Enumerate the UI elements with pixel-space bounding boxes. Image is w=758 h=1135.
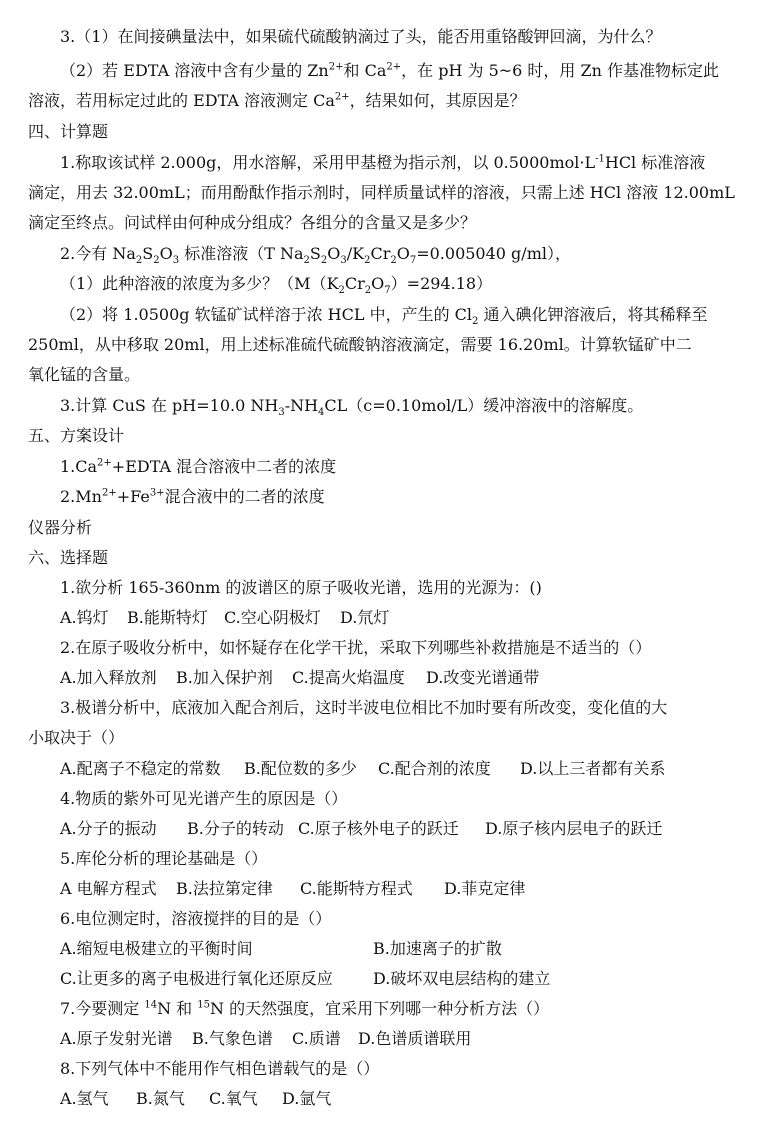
section-title-choice <box>28 547 108 569</box>
text: N 的天然强度，宜采用下列哪一种分析方法（） <box>210 999 550 1018</box>
text: ）=294.18） <box>390 274 493 293</box>
option-c: C.氧气 <box>209 1089 258 1108</box>
calc1-line2 <box>28 182 735 204</box>
choice-q7 <box>60 998 549 1020</box>
text: O <box>396 244 410 263</box>
text: S <box>142 244 154 263</box>
section-title-calculation <box>28 121 108 143</box>
text: +EDTA 混合溶液中二者的浓度 <box>111 457 337 476</box>
text: S <box>309 244 321 263</box>
q3-part1-text: 3.（1）在间接碘量法中，如果硫代硫酸钠滴过了头，能否用重铬酸钾回滴，为什么？ <box>60 27 662 46</box>
text: CL（c=0.10mol/L）缓冲溶液中的溶解度。 <box>324 396 644 415</box>
section-title-text: 四、计算题 <box>28 122 109 141</box>
subscript: 3 <box>278 407 285 419</box>
text: =0.005040 g/ml）， <box>416 244 571 263</box>
option-d: D.氩气 <box>282 1089 332 1108</box>
text: 250ml，从中移取 20ml，用上述标准硫代硫酸钠溶液滴定，需要 16.20ml。计算软锰矿中二 <box>28 335 692 354</box>
text: 溶液，若用标定过此的 EDTA 溶液测定 Ca <box>28 91 335 110</box>
text: 滴定，用去 32.00mL；而用酚酞作指示剂时，同样质量试样的溶液，只需上述 HCl 溶液 12.00mL <box>28 183 735 202</box>
design2 <box>60 486 325 508</box>
question-text: 6.电位测定时，溶液搅拌的目的是（） <box>60 909 332 928</box>
calc2-part1 <box>60 273 492 295</box>
text: 2.Mn <box>60 487 102 506</box>
option-c: C.让更多的离子电极进行氧化还原反应 <box>60 969 333 988</box>
text: 1.Ca <box>60 457 98 476</box>
text: O <box>371 274 385 293</box>
subscript: 4 <box>318 407 325 419</box>
calc2-line1 <box>60 243 571 265</box>
option-a: A.配离子不稳定的常数 <box>60 759 221 778</box>
heading-instrumental-analysis <box>28 517 92 539</box>
choice-q6 <box>60 908 331 930</box>
subscript: 2 <box>472 316 479 328</box>
text: Cr <box>344 274 365 293</box>
calc2-part2-line1 <box>60 304 708 326</box>
choice-q4 <box>60 788 347 810</box>
option-d: D.改变光谱通带 <box>426 668 540 687</box>
text: 通入碘化钾溶液后，将其稀释至 <box>478 305 708 324</box>
option-b: B.配位数的多少 <box>244 759 357 778</box>
superscript: -1 <box>595 153 605 165</box>
text: ，结果如何，其原因是？ <box>349 91 526 110</box>
text: 3.计算 CuS 在 pH=10.0 NH <box>60 396 279 415</box>
option-c: C.能斯特方程式 <box>300 879 413 898</box>
option-a: A.缩短电极建立的平衡时间 <box>60 939 253 958</box>
option-c: C.配合剂的浓度 <box>378 759 491 778</box>
option-a: A.氢气 <box>60 1089 109 1108</box>
option-b: B.氮气 <box>136 1089 185 1108</box>
subscript: 2 <box>390 255 397 267</box>
choice-q8 <box>60 1058 379 1080</box>
question-text: 4.物质的紫外可见光谱产生的原因是（） <box>60 789 348 808</box>
subscript: 2 <box>364 255 371 267</box>
option-d: D.菲克定律 <box>444 879 526 898</box>
subscript: 3 <box>340 255 347 267</box>
subscript: 3 <box>172 255 180 267</box>
option-a: A.钨灯 <box>60 608 109 627</box>
text: ，在 pH 为 5~6 时，用 Zn 作基准物标定此 <box>401 61 720 80</box>
option-d: D.以上三者都有关系 <box>520 759 666 778</box>
text: O <box>159 244 173 263</box>
option-c: C.原子核外电子的跃迁 <box>298 819 459 838</box>
option-d: D.色谱质谱联用 <box>358 1029 472 1048</box>
question-text: 1.欲分析 165-360nm 的波谱区的原子吸收光谱，选用的光源为：() <box>60 578 542 597</box>
question-text: 5.库伦分析的理论基础是（） <box>60 849 268 868</box>
text: 和 Ca <box>343 61 387 80</box>
section-title-text: 五、方案设计 <box>28 426 125 445</box>
question-text: 8.下列气体中不能用作气相色谱载气的是（） <box>60 1059 380 1078</box>
option-b: B.法拉第定律 <box>176 879 273 898</box>
option-b: B.能斯特灯 <box>127 608 208 627</box>
text: HCl 标准溶液 <box>604 153 706 172</box>
text: 滴定至终点。问试样由何种成分组成？各组分的含量又是多少？ <box>28 213 477 232</box>
superscript: 14 <box>144 999 158 1011</box>
choice-q5 <box>60 848 267 870</box>
text: 2.今有 Na <box>60 244 136 263</box>
choice-q3-line1 <box>60 697 667 719</box>
subscript: 2 <box>320 255 328 267</box>
subscript: 2 <box>303 255 310 267</box>
superscript: 3+ <box>149 487 165 499</box>
option-d: D.氘灯 <box>340 608 390 627</box>
heading-text: 仪器分析 <box>28 518 93 537</box>
subscript: 2 <box>135 255 143 267</box>
subscript: 7 <box>409 255 417 267</box>
calc1-line3 <box>28 212 476 234</box>
question-text: 小取决于（） <box>28 728 125 747</box>
text: （1）此种溶液的浓度为多少？（M（K <box>60 274 339 293</box>
choice-q3-line2 <box>28 727 124 749</box>
option-a: A.分子的振动 <box>60 819 157 838</box>
option-b: B.加速离子的扩散 <box>373 939 502 958</box>
section-title-design <box>28 425 124 447</box>
option-c: C.提高火焰温度 <box>292 668 405 687</box>
design1 <box>60 456 336 478</box>
text: 1.称取该试样 2.000g，用水溶解，采用甲基橙为指示剂，以 0.5000mol·L <box>60 153 596 172</box>
superscript: 2+ <box>97 457 112 469</box>
option-a: A 电解方程式 <box>60 879 157 898</box>
subscript: 2 <box>153 255 160 267</box>
text: N 和 <box>157 999 198 1018</box>
option-d: D.原子核内层电子的跃迁 <box>485 819 663 838</box>
calc1-line1 <box>60 152 705 174</box>
choice-q2 <box>60 637 651 659</box>
section-title-text: 六、选择题 <box>28 548 109 567</box>
q3-part1 <box>60 26 661 48</box>
text: /K <box>346 244 365 263</box>
superscript: 2+ <box>101 487 117 499</box>
option-b: B.分子的转动 <box>187 819 284 838</box>
option-c: C.质谱 <box>292 1029 341 1048</box>
text: 氧化锰的含量。 <box>28 365 141 384</box>
option-c: C.空心阴极灯 <box>224 608 321 627</box>
option-b: B.加入保护剂 <box>176 668 273 687</box>
q3-part2-line2 <box>28 90 526 112</box>
text: O <box>327 244 341 263</box>
text: Cr <box>370 244 391 263</box>
text: 7.今要测定 <box>60 999 145 1018</box>
superscript: 15 <box>197 999 211 1011</box>
calc3-line <box>60 395 643 417</box>
subscript: 2 <box>364 285 372 297</box>
calc2-part2-line3 <box>28 364 140 386</box>
text: （2）若 EDTA 溶液中含有少量的 Zn <box>60 61 329 80</box>
subscript: 7 <box>384 285 391 297</box>
option-d: D.破坏双电层结构的建立 <box>373 969 551 988</box>
text: +Fe <box>116 487 150 506</box>
text: 标准溶液（T Na <box>179 244 304 263</box>
choice-q1 <box>60 577 542 599</box>
option-b: B.气象色谱 <box>192 1029 273 1048</box>
q3-part2-line1 <box>60 60 719 82</box>
text: 混合液中的二者的浓度 <box>164 487 325 506</box>
text: （2）将 1.0500g 软锰矿试样溶于浓 HCL 中，产生的 Cl <box>60 305 473 324</box>
text: -NH <box>284 396 319 415</box>
option-a: A.加入释放剂 <box>60 668 157 687</box>
superscript: 2+ <box>334 91 350 103</box>
question-text: 2.在原子吸收分析中，如怀疑存在化学干扰，采取下列哪些补救措施是不适当的（） <box>60 638 652 657</box>
superscript: 2+ <box>386 61 402 73</box>
question-text: 3.极谱分析中，底液加入配合剂后，这时半波电位相比不加时要有所改变，变化值的大 <box>60 698 668 717</box>
option-a: A.原子发射光谱 <box>60 1029 173 1048</box>
subscript: 2 <box>338 285 345 297</box>
calc2-part2-line2 <box>28 334 692 356</box>
superscript: 2+ <box>328 61 344 73</box>
